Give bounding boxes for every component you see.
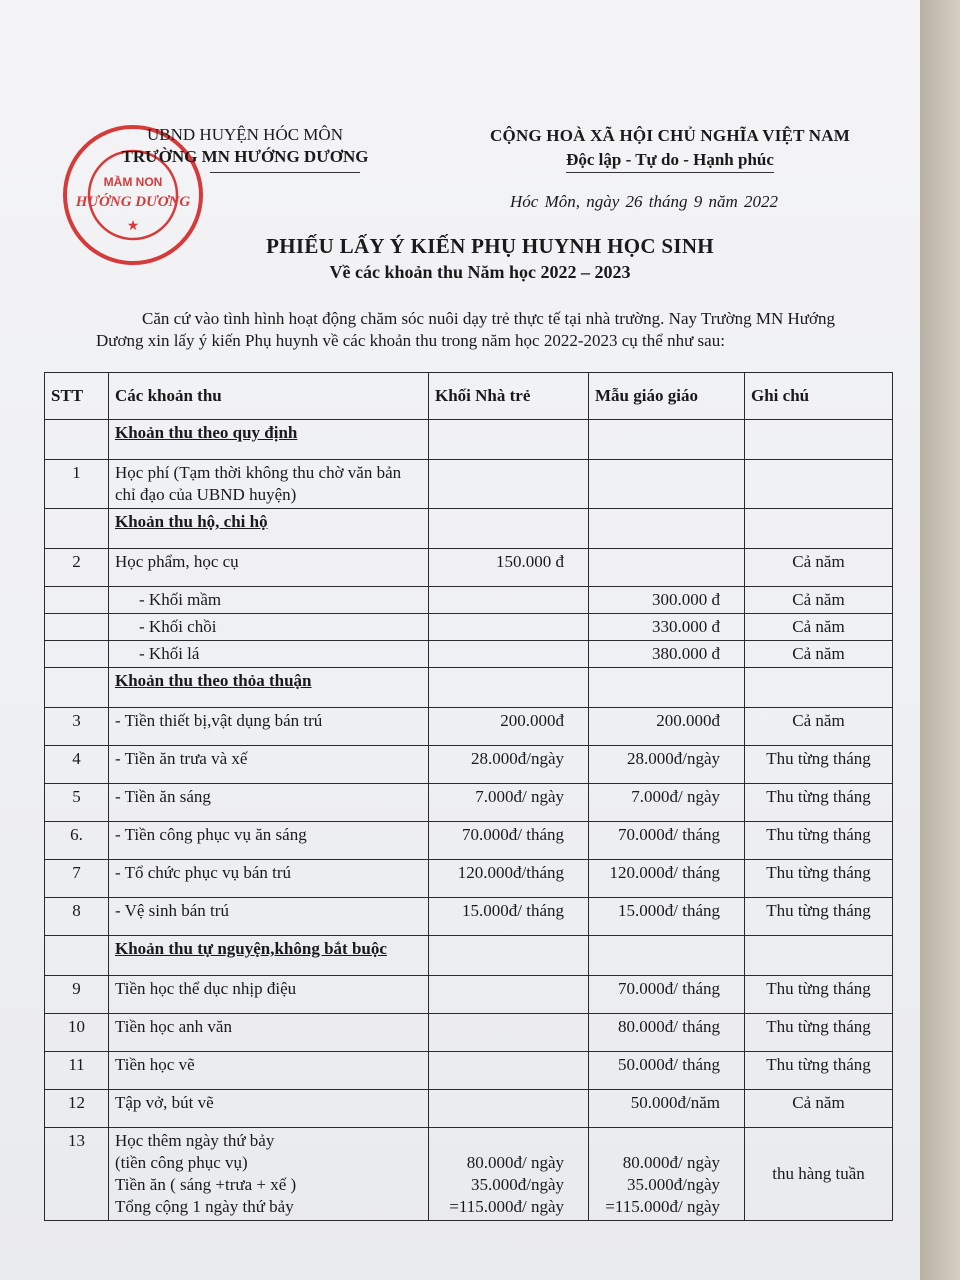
cell-note: Cả năm bbox=[745, 641, 893, 668]
cell-item: Tiền học vẽ bbox=[109, 1052, 429, 1090]
table-section-row bbox=[45, 936, 893, 976]
table-header-row bbox=[45, 373, 893, 420]
cell-stt: 11 bbox=[45, 1052, 109, 1090]
cell-item: - Khối lá bbox=[109, 641, 429, 668]
document-subtitle: Về các khoản thu Năm học 2022 – 2023 bbox=[329, 262, 631, 282]
cell-note: Cả năm bbox=[745, 549, 893, 587]
table-row bbox=[45, 708, 893, 746]
cell-kindergarten: 380.000 đ bbox=[589, 641, 745, 668]
cell-note: Thu từng tháng bbox=[745, 860, 893, 898]
row13-mg-line: =115.000đ/ ngày bbox=[605, 1197, 720, 1216]
cell-nursery: 120.000đ/tháng bbox=[429, 860, 589, 898]
cell-stt: 9 bbox=[45, 976, 109, 1014]
cell-stt: 3 bbox=[45, 708, 109, 746]
cell-kindergarten: 80.000đ/ tháng bbox=[589, 1014, 745, 1052]
table-section-row bbox=[45, 509, 893, 549]
issuer-district: UBND HUYỆN HÓC MÔN bbox=[147, 125, 343, 144]
cell-nursery bbox=[429, 587, 589, 614]
cell-note: Cả năm bbox=[745, 1090, 893, 1128]
cell-note: Cả năm bbox=[745, 614, 893, 641]
cell-stt bbox=[45, 587, 109, 614]
cell-stt bbox=[45, 641, 109, 668]
cell-item: - Khối chồi bbox=[109, 614, 429, 641]
cell-item: - Tiền ăn trưa và xế bbox=[109, 746, 429, 784]
cell-note bbox=[745, 509, 893, 549]
table-background-edge bbox=[920, 0, 960, 1280]
cell-note bbox=[745, 936, 893, 976]
cell-note: Thu từng tháng bbox=[745, 822, 893, 860]
cell-note: Thu từng tháng bbox=[745, 1014, 893, 1052]
table-row bbox=[45, 614, 893, 641]
table-row bbox=[45, 822, 893, 860]
section-title: Khoản thu tự nguyện,không bắt buộc bbox=[109, 936, 429, 976]
cell-note: Thu từng tháng bbox=[745, 784, 893, 822]
row13-line: Tổng cộng 1 ngày thứ bảy bbox=[115, 1197, 294, 1216]
cell-kindergarten: 200.000đ bbox=[589, 708, 745, 746]
table-row bbox=[45, 460, 893, 509]
cell-nursery: 200.000đ bbox=[429, 708, 589, 746]
issuer-underline bbox=[210, 172, 360, 173]
cell-note: Thu từng tháng bbox=[745, 976, 893, 1014]
stamp-text-line2: HƯỚNG DƯƠNG bbox=[75, 194, 191, 210]
cell-nursery bbox=[429, 976, 589, 1014]
col-header-item: Các khoản thu bbox=[109, 373, 429, 420]
cell-kindergarten: 330.000 đ bbox=[589, 614, 745, 641]
svg-text:★: ★ bbox=[126, 219, 140, 234]
cell-stt: 13 bbox=[45, 1128, 109, 1221]
cell-nursery bbox=[429, 641, 589, 668]
cell-kindergarten: 50.000đ/năm bbox=[589, 1090, 745, 1128]
cell-nursery: 70.000đ/ tháng bbox=[429, 822, 589, 860]
cell-kindergarten: 70.000đ/ tháng bbox=[589, 822, 745, 860]
cell-item: Học phẩm, học cụ bbox=[109, 549, 429, 587]
table-section-row bbox=[45, 420, 893, 460]
cell-nursery bbox=[429, 1128, 589, 1221]
cell-nursery bbox=[429, 509, 589, 549]
cell-item: Tiền học anh văn bbox=[109, 1014, 429, 1052]
cell-note: Thu từng tháng bbox=[745, 898, 893, 936]
cell-item: - Tiền công phục vụ ăn sáng bbox=[109, 822, 429, 860]
row13-line: Tiền ăn ( sáng +trưa + xế ) bbox=[115, 1175, 297, 1194]
cell-kindergarten: 50.000đ/ tháng bbox=[589, 1052, 745, 1090]
cell-stt bbox=[45, 936, 109, 976]
cell-nursery bbox=[429, 936, 589, 976]
cell-nursery: 7.000đ/ ngày bbox=[429, 784, 589, 822]
cell-nursery bbox=[429, 668, 589, 708]
intro-paragraph: Căn cứ vào tình hình hoạt động chăm sóc nuôi dạy trẻ thực tế tại nhà trường. Nay Trường MN Hướng Dương xin lấy ý kiến Phụ huynh về các khoản thu trong năm học 2022-2023 cụ thể như sau: bbox=[96, 309, 835, 350]
cell-kindergarten: 120.000đ/ tháng bbox=[589, 860, 745, 898]
table-row bbox=[45, 976, 893, 1014]
cell-note: Thu từng tháng bbox=[745, 1052, 893, 1090]
document-title: PHIẾU LẤY Ý KIẾN PHỤ HUYNH HỌC SINH bbox=[266, 234, 714, 258]
cell-kindergarten bbox=[589, 460, 745, 509]
cell-item: Tiền học thể dục nhịp điệu bbox=[109, 976, 429, 1014]
section-title: Khoản thu theo quy định bbox=[109, 420, 429, 460]
cell-stt bbox=[45, 509, 109, 549]
table-row bbox=[45, 1090, 893, 1128]
cell-stt: 8 bbox=[45, 898, 109, 936]
cell-stt: 12 bbox=[45, 1090, 109, 1128]
row13-nt-line: =115.000đ/ ngày bbox=[449, 1197, 564, 1216]
table-row bbox=[45, 898, 893, 936]
cell-kindergarten bbox=[589, 668, 745, 708]
section-title: Khoản thu hộ, chi hộ bbox=[109, 509, 429, 549]
document-date: Hóc Môn, ngày 26 tháng 9 năm 2022 bbox=[510, 192, 779, 211]
table-row bbox=[45, 1052, 893, 1090]
col-header-nursery: Khối Nhà trẻ bbox=[429, 373, 589, 420]
cell-nursery bbox=[429, 1014, 589, 1052]
table-row bbox=[45, 1014, 893, 1052]
cell-note bbox=[745, 420, 893, 460]
row13-nt-line: 35.000đ/ngày bbox=[470, 1175, 564, 1194]
cell-stt: 10 bbox=[45, 1014, 109, 1052]
cell-nursery: 150.000 đ bbox=[429, 549, 589, 587]
col-header-kindergarten: Mẫu giáo giáo bbox=[589, 373, 745, 420]
cell-kindergarten bbox=[589, 1128, 745, 1221]
fees-table bbox=[44, 372, 893, 1221]
cell-kindergarten bbox=[589, 936, 745, 976]
cell-stt: 6. bbox=[45, 822, 109, 860]
cell-nursery bbox=[429, 614, 589, 641]
table-row bbox=[45, 549, 893, 587]
col-header-note: Ghi chú bbox=[745, 373, 893, 420]
cell-item: - Vệ sinh bán trú bbox=[109, 898, 429, 936]
table-row bbox=[45, 587, 893, 614]
cell-item bbox=[109, 1128, 429, 1221]
section-title: Khoản thu theo thỏa thuận bbox=[109, 668, 429, 708]
row13-line: (tiền công phục vụ) bbox=[115, 1153, 248, 1172]
cell-kindergarten bbox=[589, 509, 745, 549]
cell-note: thu hàng tuần bbox=[745, 1128, 893, 1221]
cell-stt: 7 bbox=[45, 860, 109, 898]
table-row bbox=[45, 641, 893, 668]
cell-stt: 4 bbox=[45, 746, 109, 784]
cell-note bbox=[745, 460, 893, 509]
cell-stt bbox=[45, 420, 109, 460]
cell-nursery: 15.000đ/ tháng bbox=[429, 898, 589, 936]
cell-item: Học phí (Tạm thời không thu chờ văn bản chỉ đạo của UBND huyện) bbox=[109, 460, 429, 509]
cell-kindergarten bbox=[589, 420, 745, 460]
cell-note bbox=[745, 668, 893, 708]
cell-nursery: 28.000đ/ngày bbox=[429, 746, 589, 784]
cell-stt bbox=[45, 668, 109, 708]
cell-kindergarten bbox=[589, 549, 745, 587]
table-row bbox=[45, 746, 893, 784]
issuer-block bbox=[90, 124, 400, 168]
stamp-text-line1: MẦM NON bbox=[103, 175, 163, 189]
cell-nursery bbox=[429, 1090, 589, 1128]
cell-nursery bbox=[429, 1052, 589, 1090]
cell-kindergarten: 7.000đ/ ngày bbox=[589, 784, 745, 822]
cell-kindergarten: 70.000đ/ tháng bbox=[589, 976, 745, 1014]
cell-stt: 2 bbox=[45, 549, 109, 587]
cell-stt bbox=[45, 614, 109, 641]
row13-nt-line: 80.000đ/ ngày bbox=[466, 1153, 564, 1172]
cell-item: - Khối mầm bbox=[109, 587, 429, 614]
row13-mg-line: 80.000đ/ ngày bbox=[622, 1153, 720, 1172]
national-motto: Độc lập - Tự do - Hạnh phúc bbox=[566, 150, 774, 173]
cell-kindergarten: 28.000đ/ngày bbox=[589, 746, 745, 784]
cell-kindergarten: 15.000đ/ tháng bbox=[589, 898, 745, 936]
country-name: CỘNG HOÀ XÃ HỘI CHỦ NGHĨA VIỆT NAM bbox=[490, 126, 850, 145]
cell-item: - Tiền ăn sáng bbox=[109, 784, 429, 822]
row13-mg-line: 35.000đ/ngày bbox=[626, 1175, 720, 1194]
cell-note: Cả năm bbox=[745, 587, 893, 614]
cell-stt: 5 bbox=[45, 784, 109, 822]
row13-line: Học thêm ngày thứ bảy bbox=[115, 1131, 275, 1150]
table-row bbox=[45, 1128, 893, 1221]
cell-note: Thu từng tháng bbox=[745, 746, 893, 784]
cell-nursery bbox=[429, 420, 589, 460]
cell-stt: 1 bbox=[45, 460, 109, 509]
cell-kindergarten: 300.000 đ bbox=[589, 587, 745, 614]
col-header-stt: STT bbox=[45, 373, 109, 420]
table-row bbox=[45, 860, 893, 898]
cell-nursery bbox=[429, 460, 589, 509]
issuer-school: TRƯỜNG MN HƯỚNG DƯƠNG bbox=[121, 147, 369, 166]
cell-item: - Tiền thiết bị,vật dụng bán trú bbox=[109, 708, 429, 746]
cell-item: - Tổ chức phục vụ bán trú bbox=[109, 860, 429, 898]
table-row bbox=[45, 784, 893, 822]
table-section-row bbox=[45, 668, 893, 708]
cell-note: Cả năm bbox=[745, 708, 893, 746]
national-motto-block bbox=[460, 126, 880, 173]
cell-item: Tập vở, bút vẽ bbox=[109, 1090, 429, 1128]
